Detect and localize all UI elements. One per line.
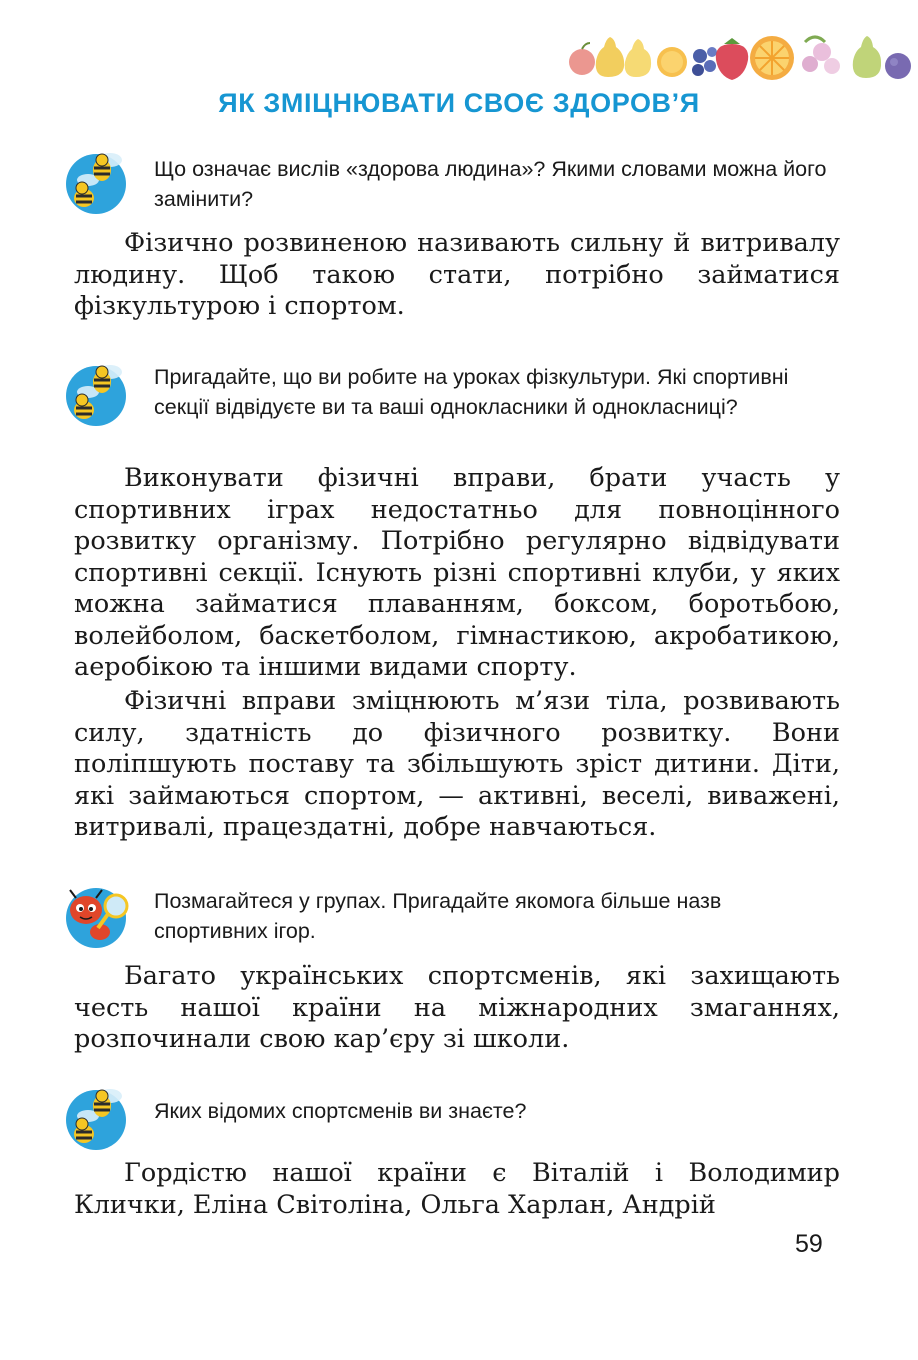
question-text: Позмагайтеся у групах. Пригадайте якомога більше назв спортивних ігор. <box>154 889 722 943</box>
bees-icon <box>58 146 136 216</box>
bees-icon <box>58 358 136 428</box>
fruits-and-berries-decoration <box>560 22 918 84</box>
question-text: Яких відомих спортсменів ви знаєте? <box>154 1099 527 1123</box>
paragraph-1: Фізично розвиненою називають сильну й витривалу людину. Щоб такою стати, потрібно займатися фізкультурою і спортом. <box>74 228 840 321</box>
page-number: 59 <box>795 1230 823 1258</box>
ant-with-magnifier-icon <box>58 880 136 950</box>
bees-icon <box>58 1082 136 1152</box>
paragraph-5: Гордістю нашої країни є Віталій і Володимир Клички, Еліна Світоліна, Ольга Харлан, Андрій <box>74 1158 840 1220</box>
paragraph-2: Виконувати фізичні вправи, брати участь у спортивних іграх недостатньо для повноцінного розвитку організму. Потрібно регулярно відвідувати спортивні секції. Існують різні спортивні клуби, у яких можна займатися плаванням, боксом, боротьбою, волейболом, баскетболом, гімнастикою, акробатикою, аеробікою та іншими видами спорту. <box>74 463 840 682</box>
paragraph-4: Багато українських спортсменів, які захищають честь нашої країни на міжнародних змаганнях, розпочинали свою кар’єру зі школи. <box>74 961 840 1054</box>
question-text: Пригадайте, що ви робите на уроках фізкультури. Які спортивні секції відвідуєте ви та ваші однокласники й однокласниці? <box>154 365 789 419</box>
page-title: ЯК ЗМІЦНЮВАТИ СВОЄ ЗДОРОВ’Я <box>218 88 700 118</box>
paragraph-3: Фізичні вправи зміцнюють м’язи тіла, розвивають силу, здатність до фізичного розвитку. Вони поліпшують поставу та збільшують зріст дитини. Діти, які займаються спортом, — активні, веселі, виважені, витривалі, працездатні, добре навчаються. <box>74 686 840 842</box>
question-text: Що означає вислів «здорова людина»? Якими словами можна його замінити? <box>154 157 827 211</box>
